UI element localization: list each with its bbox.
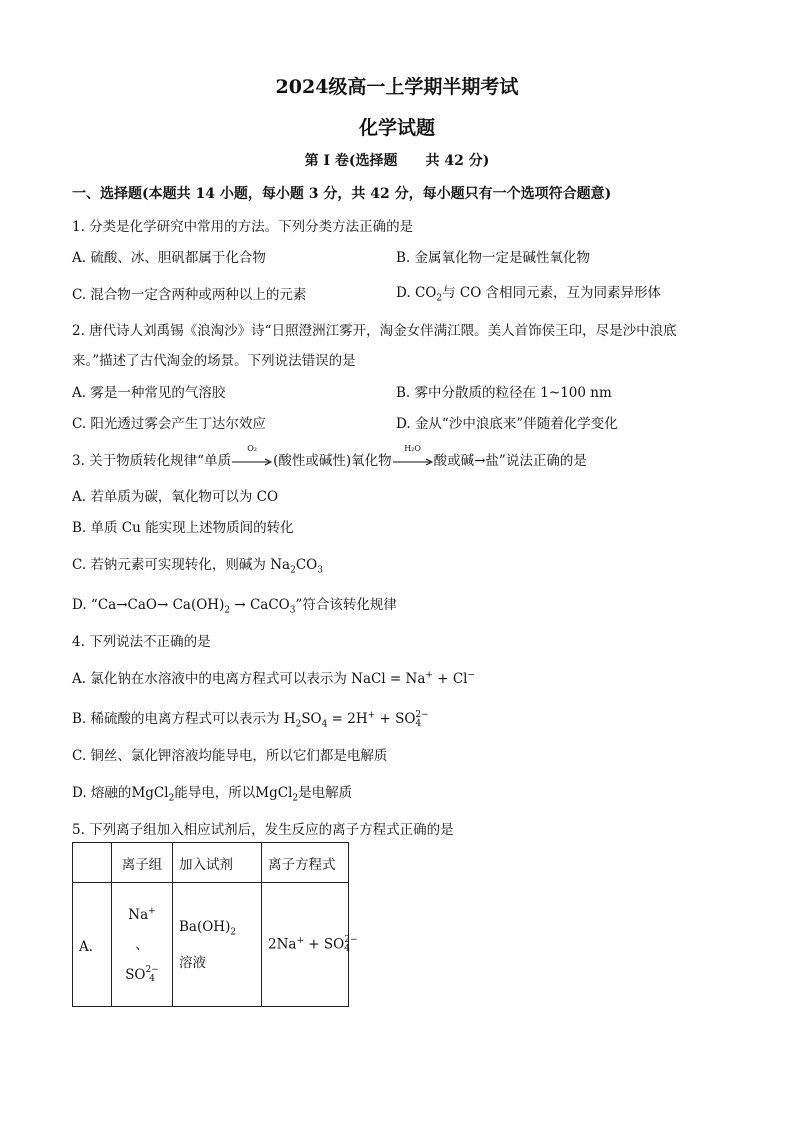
question-4-option-b [72,707,429,729]
subscript: 3 [289,605,296,616]
question-4-option-d [72,781,353,804]
equation-part: 2Na [268,936,297,952]
reagent-text: Ba(OH) [179,918,231,935]
superscript: + [148,906,156,916]
question-2-option-d: D. 金从“沙中浪底来”伴随着化学变化 [396,416,618,432]
reagent-cell [173,883,262,1007]
caoh2-formula: Ca(OH) [172,597,225,613]
equation-part: + SO [304,936,345,952]
arrow-icon [231,458,273,466]
subscript: 2 [290,565,296,576]
co2-subscript: 2 [436,293,443,304]
question-3-option-c [72,553,323,576]
table-header-row [73,843,349,883]
table-header-cell: 离子组 [112,843,173,883]
reagent-formula [179,909,255,945]
option-d-text: D. 熔融的 [72,785,132,801]
option-b-text: B. 稀硫酸的电离方程式可以表示为 [72,711,284,727]
row-label: A． [73,883,112,1007]
superscript: − [467,670,476,681]
table-header-cell: 离子方程式 [262,843,349,883]
subscript: 4 [344,943,350,954]
table-row [73,883,349,1007]
equation-part: SO [301,711,322,727]
equation-part: + SO [375,711,416,727]
question-1-option-a: A. 硫酸、冰、胆矾都属于化合物 [72,250,266,266]
ion-group-cell [112,883,173,1007]
ion-text: SO [125,966,146,983]
question-3-option-d [72,593,397,616]
option-d-text: 能导电，所以 [174,785,256,801]
na2co3-formula: Na [270,557,291,573]
stem-part-1: 3. 关于物质转化规律“单质 [72,453,232,469]
subscript: 4 [415,718,422,729]
question-3-stem [72,444,587,469]
subscript: 2 [168,793,175,804]
option-d-text: 与 CO 含相同元素，互为同素异形体 [442,285,662,301]
mgcl2-formula: MgCl [131,785,169,801]
ion-separator: 、 [135,936,149,953]
stem-part-3: 酸或碱→盐”说法正确的是 [433,453,587,469]
equation-part: + Cl [432,671,468,687]
exam-title: 2024级高一上学期半期考试 [275,76,519,98]
subscript: 2 [224,605,231,616]
ion-text: Na [128,906,149,923]
subscript: 2 [295,719,302,730]
question-1-option-d [396,281,662,304]
option-d-text: 是电解质 [298,785,353,801]
ion-na [118,900,166,930]
subscript: 4 [321,719,328,730]
question-3-option-a: A. 若单质为碳，氧化物可以为 CO [72,489,279,505]
stem-part-2: (酸性或碱性)氧化物 [273,453,392,469]
question-4-option-a [72,667,475,687]
question-4-stem: 4. 下列说法不正确的是 [72,634,211,650]
question-2-stem-line1: 2. 唐代诗人刘禹锡《浪淘沙》诗“日照澄洲江雾开，淘金女伴满江隈。美人首饰侯王印，尽是沙中浪底 [72,323,677,339]
question-2-option-a: A. 雾是一种常见的气溶胶 [72,385,226,401]
question-2-option-c: C. 阳光透过雾会产生丁达尔效应 [72,416,266,432]
superscript: 2− [344,934,358,945]
co2-formula: CO [414,285,437,301]
part-heading: 第 I 卷(选择题 共 42 分) [304,153,490,169]
reaction-arrow-oxygen [231,444,273,469]
ionic-equation-cell [262,883,358,1007]
subscript: 2 [292,793,299,804]
superscript: 2− [415,709,429,720]
caco3-formula: → CaCO [230,597,290,613]
option-d-text: ”符合该转化规律 [295,597,397,613]
formula-part: CO [295,557,318,573]
arrow-label-h2o: H₂O [404,444,421,453]
superscript: + [296,935,304,946]
option-a-text: A. 氯化钠在水溶液中的电离方程式可以表示为 [72,671,352,687]
question-2-option-b: B. 雾中分散质的粒径在 1~100 nm [396,385,612,401]
question-2-stem-line2: 来。”描述了古代淘金的场景。下列说法错误的是 [72,353,356,369]
option-c-text: C. 若钠元素可实现转化，则碱为 [72,557,271,573]
reagent-text: 溶液 [179,954,206,971]
table-header-cell: 加入试剂 [173,843,262,883]
ion-reaction-table [72,842,358,1007]
sub-sup-stack [146,966,159,984]
table-header-cell [73,843,112,883]
arrow-icon [392,458,434,466]
question-1-option-c: C. 混合物一定含两种或两种以上的元素 [72,287,307,303]
option-d-prefix: D. “Ca→CaO→ [72,597,173,613]
question-4-option-c: C. 铜丝、氯化钾溶液均能导电，所以它们都是电解质 [72,748,388,764]
mgcl2-formula: MgCl [255,785,293,801]
reaction-arrow-water [392,444,434,469]
sub-sup-stack [415,711,428,729]
question-1-stem: 1. 分类是化学研究中常用的方法。下列分类方法正确的是 [72,219,414,235]
ion-so4 [118,960,166,990]
equation-part: = 2H [327,711,368,727]
option-d-prefix: D. [396,285,415,301]
superscript: 2− [145,965,159,975]
section-heading: 一、选择题(本题共 14 小题，每小题 3 分，共 42 分，每小题只有一个选项符合题意) [72,186,612,202]
question-1-option-b: B. 金属氧化物一定是碱性氧化物 [396,250,591,266]
superscript: + [367,710,376,721]
question-3-option-b: B. 单质 Cu 能实现上述物质间的转化 [72,520,294,536]
equation-part: H [283,711,296,727]
subscript: 4 [149,974,156,984]
sub-sup-stack [344,936,357,954]
superscript: + [425,670,433,681]
subscript: 3 [317,565,323,576]
question-5-stem: 5. 下列离子组加入相应试剂后，发生反应的离子方程式正确的是 [72,822,454,838]
equation-part: NaCl = Na [351,671,426,687]
subscript: 2 [230,927,237,938]
subject-title: 化学试题 [358,117,435,139]
arrow-label-o2: O₂ [247,444,257,453]
